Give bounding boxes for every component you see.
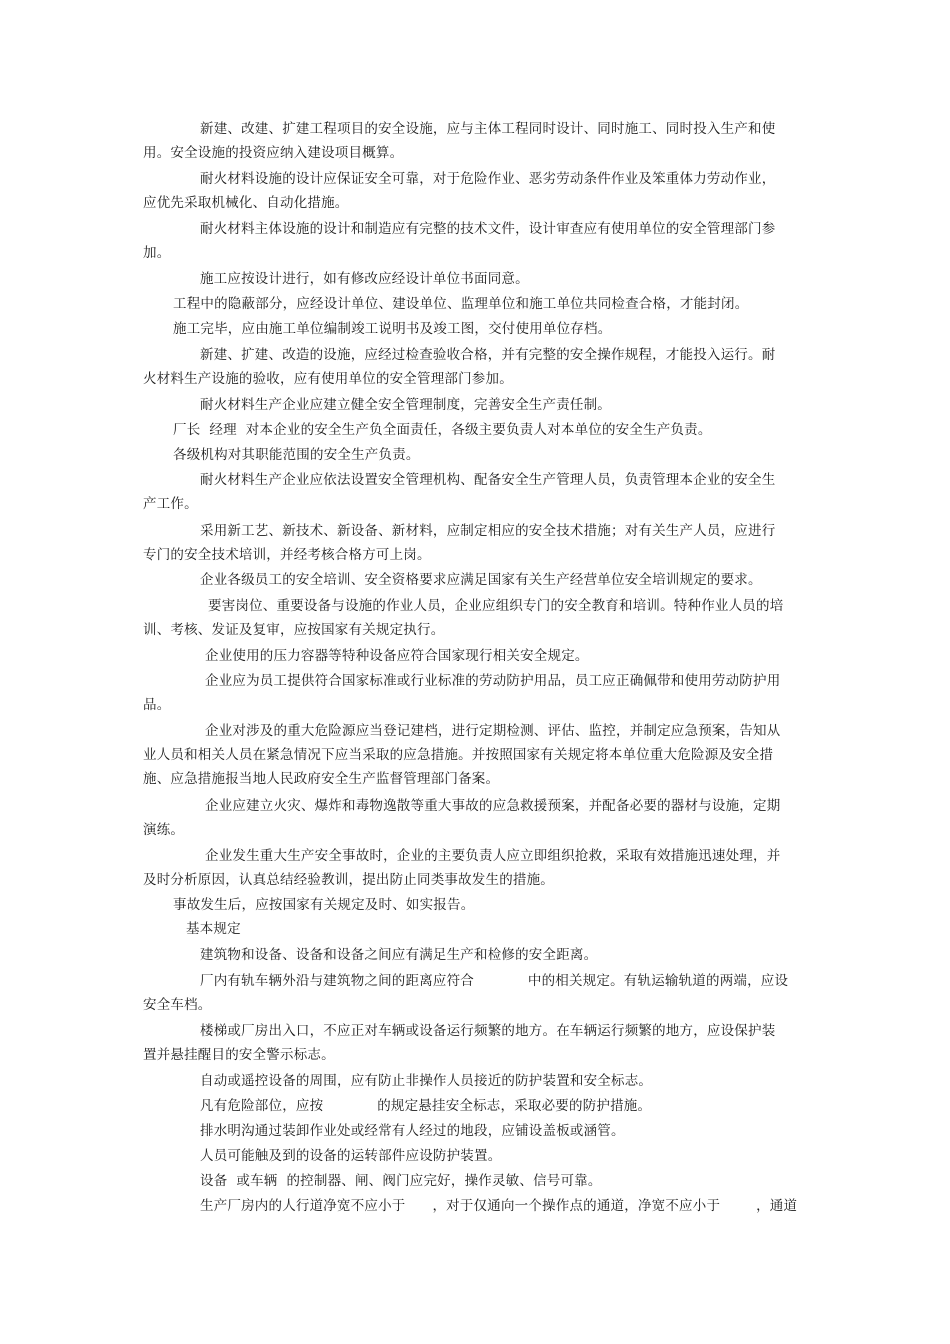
text-line: 演练。: [143, 822, 185, 838]
text-line: 应优先采取机械化、自动化措施。: [143, 195, 349, 211]
text-line: 自动或遥控设备的周围，应有防止非操作人员接近的防护装置和安全标志。: [200, 1073, 653, 1089]
text-line: 耐火材料设施的设计应保证安全可靠，对于危险作业、恶劣劳动条件作业及笨重体力劳动作业，: [200, 171, 776, 187]
text-line: 新建、改建、扩建工程项目的安全设施，应与主体工程同时设计、同时施工、同时投入生产和使: [200, 121, 776, 137]
text-line: 施工完毕，应由施工单位编制竣工说明书及竣工图，交付使用单位存档。: [173, 321, 612, 337]
text-line: 企业应为员工提供符合国家标准或行业标准的劳动防护用品，员工应正确佩带和使用劳动防护用: [205, 673, 781, 689]
text-line: 设备 或车辆 的控制器、闸、阀门应完好，操作灵敏、信号可靠。: [200, 1173, 602, 1189]
text-line: 凡有危险部位，应按 的规定悬挂安全标志，采取必要的防护措施。: [200, 1098, 652, 1114]
text-line: 耐火材料主体设施的设计和制造应有完整的技术文件，设计审查应有使用单位的安全管理部门参: [200, 221, 776, 237]
text-line: 施工应按设计进行，如有修改应经设计单位书面同意。: [200, 271, 529, 287]
text-line: 业人员和相关人员在紧急情况下应当采取的应急措施。并按照国家有关规定将本单位重大危险源及安全措: [143, 747, 774, 763]
text-line: 火材料生产设施的验收，应有使用单位的安全管理部门参加。: [143, 371, 513, 387]
text-line: 加。: [143, 245, 171, 261]
text-line: 企业应建立火灾、爆炸和毒物逸散等重大事故的应急救援预案，并配备必要的器材与设施，定期: [205, 798, 781, 814]
text-line: 人员可能触及到的设备的运转部件应设防护装置。: [200, 1148, 502, 1164]
text-line: 耐火材料生产企业应依法设置安全管理机构、配备安全生产管理人员，负责管理本企业的安全生: [200, 472, 776, 488]
text-line: 训、考核、发证及复审，应按国家有关规定执行。: [143, 622, 445, 638]
text-line: 品。: [143, 697, 171, 713]
text-line: 企业使用的压力容器等特种设备应符合国家现行相关安全规定。: [205, 648, 589, 664]
text-line: 楼梯或厂房出入口，不应正对车辆或设备运行频繁的地方。在车辆运行频繁的地方，应设保护装: [200, 1023, 776, 1039]
text-line: 排水明沟通过装卸作业处或经常有人经过的地段，应铺设盖板或涵管。: [200, 1123, 625, 1139]
text-line: 施、应急措施报当地人民政府安全生产监督管理部门备案。: [143, 771, 500, 787]
text-line: 专门的安全技术培训，并经考核合格方可上岗。: [143, 547, 431, 563]
text-line: 要害岗位、重要设备与设施的作业人员，企业应组织专门的安全教育和培训。特种作业人员的培: [208, 598, 784, 614]
text-line: 企业各级员工的安全培训、安全资格要求应满足国家有关生产经营单位安全培训规定的要求。: [200, 572, 762, 588]
section-heading: 基本规定: [186, 921, 241, 937]
text-line: 厂内有轨车辆外沿与建筑物之间的距离应符合 中的相关规定。有轨运输轨道的两端，应设: [200, 973, 789, 989]
text-line: 生产厂房内的人行道净宽不应小于 ，对于仅通向一个操作点的通道，净宽不应小于 ，通道: [200, 1198, 798, 1214]
text-line: 采用新工艺、新技术、新设备、新材料，应制定相应的安全技术措施；对有关生产人员，应进行: [200, 523, 776, 539]
text-line: 用。安全设施的投资应纳入建设项目概算。: [143, 145, 404, 161]
text-line: 安全车档。: [143, 997, 212, 1013]
text-line: 产工作。: [143, 496, 198, 512]
text-line: 及时分析原因，认真总结经验教训，提出防止同类事故发生的措施。: [143, 872, 554, 888]
text-line: 耐火材料生产企业应建立健全安全管理制度，完善安全生产责任制。: [200, 397, 611, 413]
text-line: 厂长 经理 对本企业的安全生产负全面责任，各级主要负责人对本单位的安全生产负责。: [173, 422, 712, 438]
text-line: 各级机构对其职能范围的安全生产负责。: [173, 447, 420, 463]
text-line: 置并悬挂醒目的安全警示标志。: [143, 1047, 335, 1063]
text-line: 建筑物和设备、设备和设备之间应有满足生产和检修的安全距离。: [200, 947, 598, 963]
text-line: 企业对涉及的重大危险源应当登记建档，进行定期检测、评估、监控，并制定应急预案，告知从: [205, 723, 781, 739]
text-line: 新建、扩建、改造的设施，应经过检查验收合格，并有完整的安全操作规程，才能投入运行。耐: [200, 347, 776, 363]
text-line: 事故发生后，应按国家有关规定及时、如实报告。: [173, 897, 475, 913]
text-line: 工程中的隐蔽部分，应经设计单位、建设单位、监理单位和施工单位共同检查合格，才能封闭。: [173, 296, 749, 312]
text-line: 企业发生重大生产安全事故时，企业的主要负责人应立即组织抢救，采取有效措施迅速处理，并: [205, 848, 781, 864]
